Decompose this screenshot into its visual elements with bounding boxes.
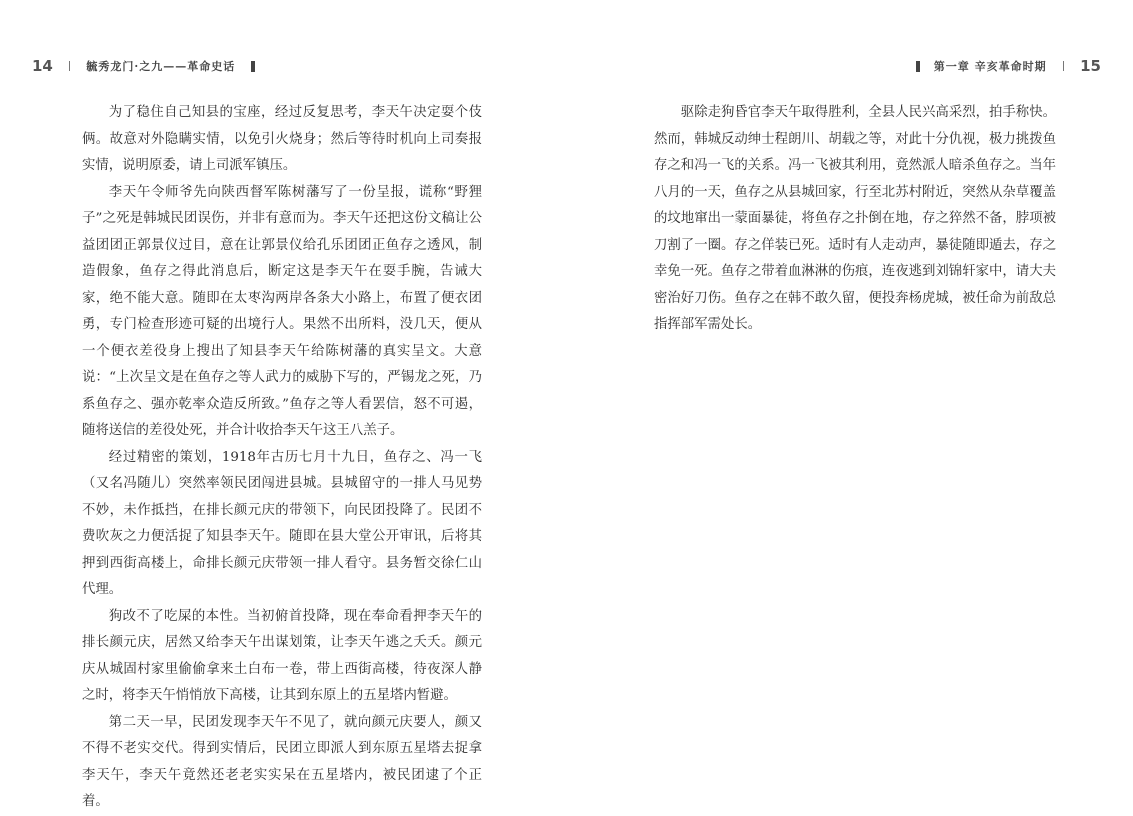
paragraph: 第二天一早，民团发现李天午不见了，就向颜元庆要人，颜又不得不老实交代。得到实情后，民团立即派人到东原五星塔去捉拿李天午，李天午竟然还老老实实呆在五星塔内，被民团逮了个正着。 [82,714,482,809]
left-body-text [82,100,482,816]
page-number: 15 [1080,57,1101,75]
header-marker [916,61,920,72]
paragraph: 狗改不了吃屎的本性。当初俯首投降，现在奉命看押李天午的排长颜元庆，居然又给李天午出谋划策，让李天午逃之夭夭。颜元庆从城固村家里偷偷拿来土白布一卷，带上西街高楼，待夜深人静之时，将李天午悄悄放下高楼，让其到东原上的五星塔内暂避。 [82,608,482,703]
left-page-header [32,55,255,77]
left-page [0,0,566,809]
right-page [566,0,1133,799]
header-marker [251,61,255,72]
header-separator [1063,61,1065,71]
paragraph: 驱除走狗昏官李天午取得胜利，全县人民兴高采烈，拍手称快。然而，韩城反动绅士程朗川、胡载之等，对此十分仇视，极力挑拨鱼存之和冯一飞的关系。冯一飞被其利用，竟然派人暗杀鱼存之。当年八月的一天，鱼存之从县城回家，行至北苏村附近，突然从杂草覆盖的坟地窜出一蒙面暴徒，将鱼存之扑倒在地，存之猝然不备，脖项被刀割了一圈。存之佯装已死。适时有人走动声，暴徒随即遁去，存之幸免一死。鱼存之带着血淋淋的伤痕，连夜逃到刘锦轩家中，请大夫密治好刀伤。鱼存之在韩不敢久留，便投奔杨虎城，被任命为前敌总指挥部军需处长。 [654,105,1056,332]
paragraph: 李天午令师爷先向陕西督军陈树藩写了一份呈报，谎称“野狸子”之死是韩城民团误伤，并非有意而为。李天午还把这份文稿让公益团团正郭景仪过目，意在让郭景仪给孔乐团团正鱼存之透风，制造假象，鱼存之得此消息后，断定这是李天午在耍手腕，告诫大家，绝不能大意。随即在太枣沟两岸各条大小路上，布置了便衣团勇，专门检查形迹可疑的出境行人。果然不出所料，没几天，便从一个便衣差役身上搜出了知县李天午给陈树藩的真实呈文。大意说：“上次呈文是在鱼存之等人武力的威胁下写的，严锡龙之死，乃系鱼存之、强亦乾率众造反所致。”鱼存之等人看罢信，怒不可遏，随将送信的差役处死，并合计收拾李天午这王八羔子。 [82,184,482,438]
page-number: 14 [32,57,53,75]
paragraph: 为了稳住自己知县的宝座，经过反复思考，李天午决定耍个伎俩。故意对外隐瞒实情，以免引火烧身；然后等待时机向上司奏报实情，说明原委，请上司派军镇压。 [82,105,482,173]
running-title: 毓秀龙门·之九——革命史话 [86,60,236,73]
right-page-header [916,55,1101,77]
right-body-text [654,100,1056,339]
header-separator [69,61,71,71]
paragraph: 经过精密的策划，1918年古历七月十九日，鱼存之、冯一飞（又名冯随儿）突然率领民团闯进县城。县城留守的一排人马见势不妙，未作抵挡，在排长颜元庆的带领下，向民团投降了。民团不费吹灰之力便活捉了知县李天午。随即在县大堂公开审讯，后将其押到西街高楼上，命排长颜元庆带领一排人看守。县务暂交徐仁山代理。 [82,449,482,597]
chapter-title: 第一章 辛亥革命时期 [933,60,1047,73]
